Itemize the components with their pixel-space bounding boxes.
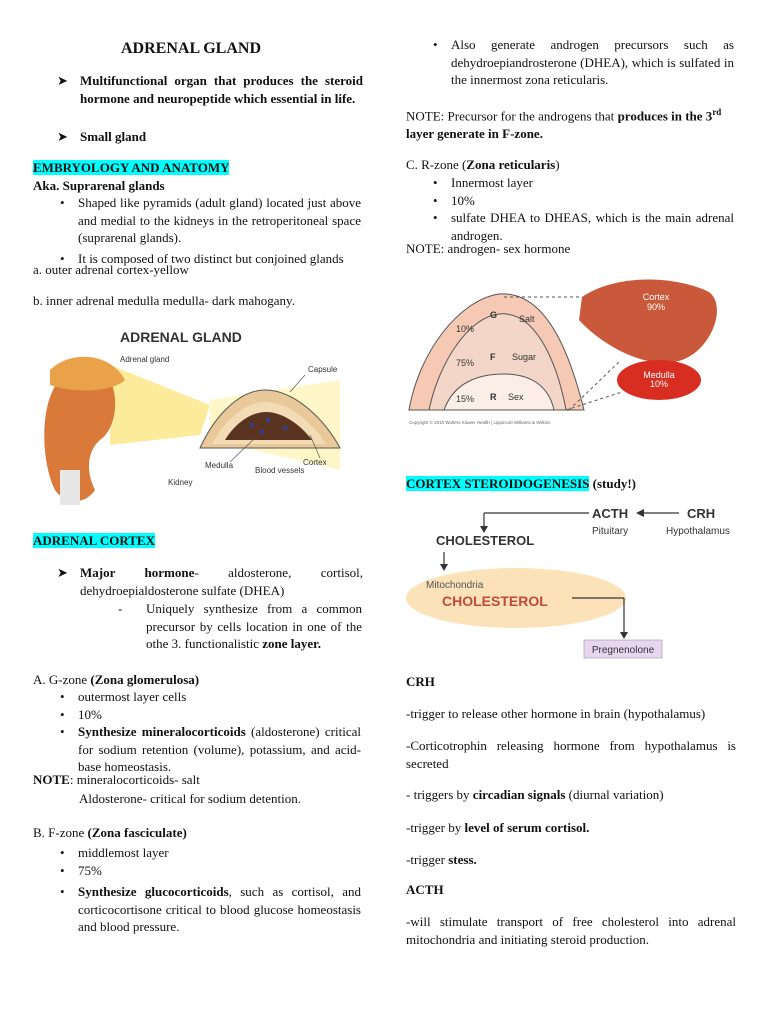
list-item: • It is composed of two distinct but conjoined glands: [33, 250, 361, 268]
gzone-note-2: Aldosterone- critical for sodium detention.: [79, 791, 302, 806]
svg-text:90%: 90%: [646, 302, 666, 312]
list-item: • Also generate androgen precursors such as dehydroepiandrosterone (DHEA), which is sulfated in the innermost zona reticularis.: [406, 36, 734, 89]
label-adrenal: Adrenal gland: [120, 355, 170, 364]
list-item: • Synthesize mineralocorticoids (aldosterone) critical for sodium retention (volume), potassium, and acid-base homeostasis.: [33, 723, 361, 776]
gzone-bullets: [33, 688, 361, 776]
list-item: • Innermost layer: [406, 174, 734, 192]
list-item: • 10%: [406, 192, 734, 210]
svg-text:Mitochondria: Mitochondria: [426, 580, 484, 591]
embryology-heading: EMBRYOLOGY AND ANATOMY: [33, 160, 230, 175]
list-item: • middlemost layer: [33, 844, 361, 862]
svg-text:ACTH: ACTH: [592, 506, 629, 521]
svg-text:CHOLESTEROL: CHOLESTEROL: [442, 593, 548, 609]
list-item: • outermost layer cells: [33, 688, 361, 706]
fzone-bullets: [33, 844, 361, 936]
svg-text:Hypothalamus: Hypothalamus: [666, 526, 730, 537]
rzone-heading: C. R-zone (Zona reticularis): [406, 157, 560, 172]
svg-text:F: F: [490, 352, 496, 362]
svg-text:Sugar: Sugar: [512, 352, 537, 362]
svg-text:CRH: CRH: [687, 506, 716, 521]
gzone-note: NOTE: mineralocorticoids- salt: [33, 772, 200, 787]
aka-line: Aka. Suprarenal glands: [33, 178, 165, 193]
arrow-bullet-icon: ➤: [57, 129, 68, 144]
fzone-heading: B. F-zone (Zona fasciculate): [33, 825, 187, 840]
svg-text:10%: 10%: [649, 379, 669, 389]
list-item: • Shaped like pyramids (adult gland) located just above and medial to the kidneys in the retroperitoneal space (suprarenal glands).: [33, 194, 361, 247]
steroidogenesis-heading: CORTEX STEROIDOGENESIS (study!): [406, 476, 636, 491]
arrow-bullet-icon: ➤: [57, 73, 68, 88]
cortex-note-a: a. outer adrenal cortex-yellow: [33, 262, 189, 277]
major-hormone-item: ➤ Major hormone- aldosterone, cortisol, dehydroepialdosterone sulfate (DHEA): [57, 565, 363, 598]
label-vessels: Blood vessels: [255, 466, 305, 475]
crh-line-1: -trigger to release other hormone in brain (hypothalamus): [406, 706, 706, 721]
svg-text:Medulla: Medulla: [643, 370, 675, 380]
crh-line-5: -trigger stess.: [406, 852, 477, 867]
svg-text:Cortex: Cortex: [642, 292, 670, 302]
svg-text:R: R: [490, 392, 497, 402]
crh-line-2: -Corticotrophin releasing hormone from hypothalamus is secreted: [406, 738, 736, 771]
rzone-bullets: [406, 174, 734, 244]
dash-item: - Uniquely synthesize from a common precursor by cells location in one of the othe 3. functionalistic zone layer.: [118, 601, 362, 652]
androgen-note: NOTE: androgen- sex hormone: [406, 241, 571, 256]
figure-title: ADRENAL GLAND: [120, 329, 242, 345]
gzone-heading: A. G-zone (Zona glomerulosa): [33, 672, 200, 687]
label-medulla: Medulla: [205, 461, 234, 470]
svg-text:Pregnenolone: Pregnenolone: [591, 645, 655, 656]
steroidogenesis-figure: [404, 502, 744, 664]
label-kidney: Kidney: [168, 478, 193, 487]
page-title: ADRENAL GLAND: [121, 40, 262, 57]
svg-text:10%: 10%: [456, 324, 475, 334]
svg-text:G: G: [490, 310, 498, 320]
svg-text:Sex: Sex: [508, 392, 524, 402]
arrow-bullet-icon: ➤: [57, 565, 68, 580]
svg-text:75%: 75%: [456, 358, 475, 368]
precursor-note: NOTE: Precursor for the androgens that produces in the 3rd layer generate in F-zone.: [406, 107, 722, 141]
crh-line-4: -trigger by level of serum cortisol.: [406, 820, 590, 835]
label-capsule: Capsule: [308, 365, 338, 374]
embryology-bullets: [33, 194, 361, 267]
medulla-note-b: b. inner adrenal medulla medulla- dark mahogany.: [33, 293, 295, 308]
svg-text:Salt: Salt: [519, 314, 535, 324]
label-cortex: Cortex: [303, 458, 327, 467]
adrenal-gland-figure: [40, 320, 360, 505]
acth-heading: ACTH: [406, 882, 444, 897]
adrenal-zones-figure: [404, 262, 749, 432]
svg-text:Copyright © 2010 Wolters Kluwe: Copyright © 2010 Wolters Kluwer Health | Lippincott Williams & Wilkins: [409, 420, 551, 425]
adrenal-cortex-heading: ADRENAL CORTEX: [33, 533, 155, 548]
list-item: • sulfate DHEA to DHEAS, which is the main adrenal androgen.: [406, 209, 734, 244]
list-item: • 10%: [33, 706, 361, 724]
androgen-bullet: [406, 36, 734, 89]
acth-line-1: -will stimulate transport of free cholesterol into adrenal mitochondria and initiating steroid production.: [406, 914, 736, 947]
crh-line-3: - triggers by circadian signals (diurnal variation): [406, 787, 664, 802]
crh-heading: CRH: [406, 674, 435, 689]
svg-text:15%: 15%: [456, 394, 475, 404]
list-item: • 75%: [33, 862, 361, 880]
svg-text:Pituitary: Pituitary: [592, 526, 629, 537]
list-item: • Synthesize glucocorticoids, such as cortisol, and corticocortisone critical to blood glucose homeostasis and blood pressure.: [33, 883, 361, 936]
svg-text:CHOLESTEROL: CHOLESTEROL: [436, 533, 535, 548]
